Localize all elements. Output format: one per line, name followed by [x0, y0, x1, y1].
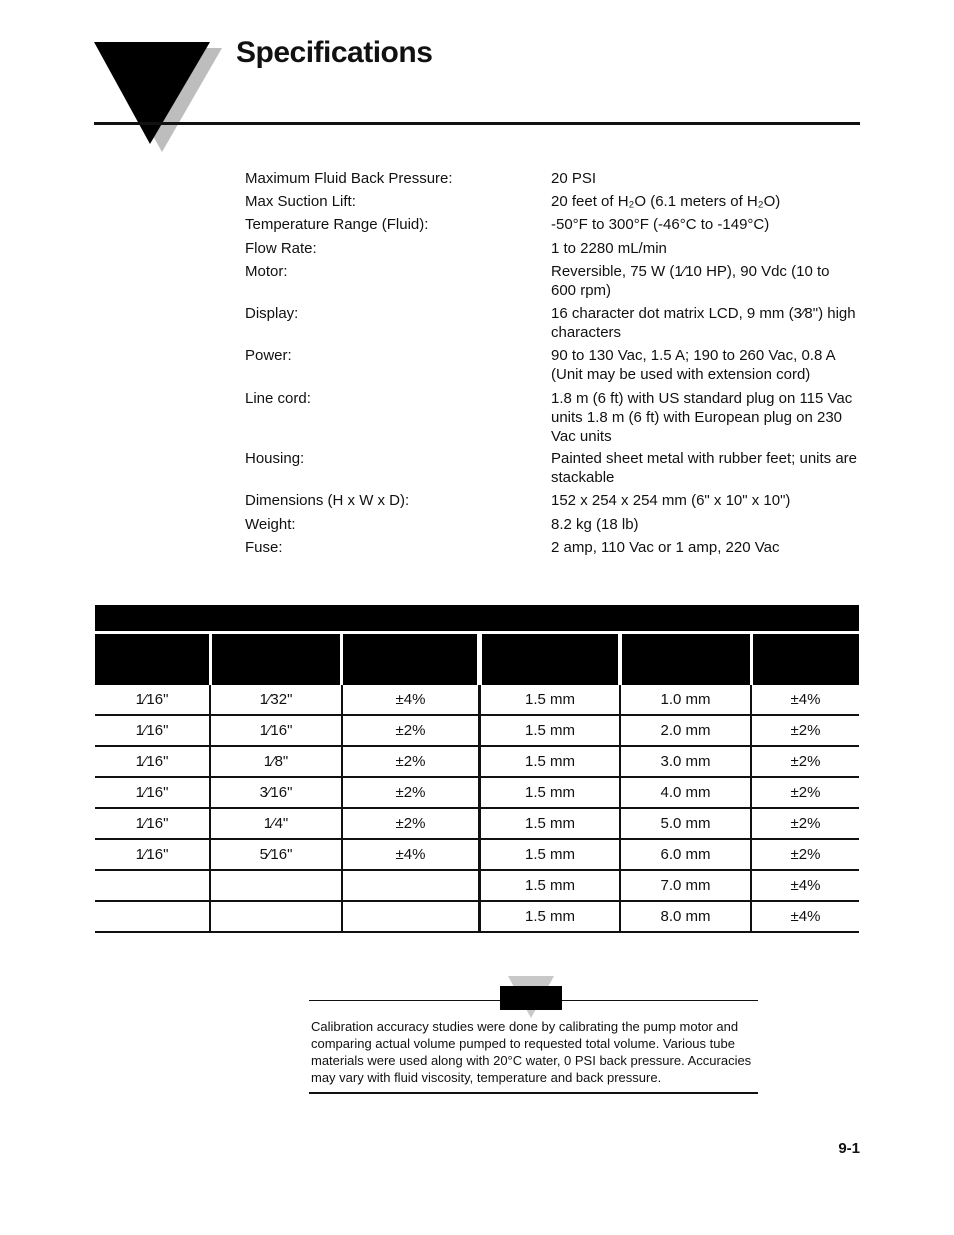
- note-bottom-rule: [309, 1092, 758, 1094]
- chapter-triangle-logo: [92, 40, 222, 152]
- table-row: [95, 902, 859, 933]
- table-cell: [343, 871, 478, 900]
- spec-value: 152 x 254 x 254 mm (6" x 10" x 10"): [551, 492, 791, 509]
- table-cell: 1⁄16": [135, 753, 169, 770]
- table-cell: [95, 902, 209, 931]
- table-header-cell: [95, 634, 209, 685]
- table-header-cell: [343, 634, 477, 685]
- table-cell: 1.5 mm: [524, 722, 575, 739]
- table-row: [95, 685, 859, 716]
- table-cell: ±2%: [790, 846, 821, 863]
- table-cell: 5.0 mm: [660, 815, 711, 832]
- table-cell: 1⁄16": [135, 815, 169, 832]
- spec-label: Dimensions (H x W x D):: [245, 492, 410, 509]
- table-cell: ±4%: [790, 877, 821, 894]
- table-cell: ±2%: [790, 722, 821, 739]
- spec-value: Reversible, 75 W (1⁄10 HP), 90 Vdc (10 to 600 rpm): [551, 263, 830, 299]
- table-cell: ±4%: [790, 908, 821, 925]
- table-cell: 6.0 mm: [660, 846, 711, 863]
- table-row: [95, 747, 859, 778]
- spec-label: Fuse:: [245, 539, 283, 556]
- table-title-bar: [95, 605, 859, 631]
- table-cell: 1.0 mm: [660, 691, 711, 708]
- table-row: [95, 840, 859, 871]
- spec-value: -50°F to 300°F (-46°C to -149°C): [551, 216, 770, 233]
- table-cell: 3.0 mm: [660, 753, 711, 770]
- note-tab: [500, 986, 562, 1010]
- table-cell: 1.5 mm: [524, 753, 575, 770]
- table-cell: [95, 871, 209, 900]
- note-text: Calibration accuracy studies were done by calibrating the pump motor and comparing actual volume pumped to requested total volume. Various tube materials were used along with 20°C water, 0 PSI back pressure. Accuracies may vary with fluid viscosity, temperature and back pressure.: [311, 1019, 752, 1085]
- table-row: [95, 716, 859, 747]
- spec-label: Housing:: [245, 450, 305, 467]
- table-cell: [211, 871, 341, 900]
- page-number: 9-1: [838, 1140, 860, 1157]
- table-header: [95, 634, 859, 685]
- table-cell: ±4%: [395, 846, 426, 863]
- table-cell: 1⁄16": [135, 846, 169, 863]
- table-cell: 1.5 mm: [524, 846, 575, 863]
- table-cell: 1⁄4": [263, 815, 289, 832]
- spec-value: 16 character dot matrix LCD, 9 mm (3⁄8") high characters: [551, 305, 856, 341]
- spec-value: 1.8 m (6 ft) with US standard plug on 115 Vac units 1.8 m (6 ft) with European plug on 230 Vac units: [551, 390, 853, 445]
- spec-label: Motor:: [245, 263, 288, 280]
- table-row: [95, 778, 859, 809]
- table-cell: [343, 902, 478, 931]
- table-cell: ±2%: [790, 815, 821, 832]
- spec-label: Display:: [245, 305, 299, 322]
- spec-label: Temperature Range (Fluid):: [245, 216, 429, 233]
- spec-value: 90 to 130 Vac, 1.5 A; 190 to 260 Vac, 0.8 A (Unit may be used with extension cord): [551, 347, 835, 383]
- spec-label: Weight:: [245, 516, 296, 533]
- table-cell: 8.0 mm: [660, 908, 711, 925]
- table-header-cell: [212, 634, 340, 685]
- spec-value: Painted sheet metal with rubber feet; units are stackable: [551, 450, 858, 486]
- table-cell: 1⁄16": [259, 722, 293, 739]
- table-row: [95, 871, 859, 902]
- table-cell: 3⁄16": [259, 784, 293, 801]
- spec-value: 2 amp, 110 Vac or 1 amp, 220 Vac: [551, 539, 780, 556]
- spec-value: 1 to 2280 mL/min: [551, 240, 667, 257]
- table-cell: ±2%: [395, 753, 426, 770]
- table-cell: ±2%: [790, 753, 821, 770]
- spec-label: Flow Rate:: [245, 240, 317, 257]
- header-rule: [94, 122, 860, 125]
- table-header-cell: [482, 634, 618, 685]
- table-cell: 1⁄16": [135, 784, 169, 801]
- table-cell: 1.5 mm: [524, 877, 575, 894]
- spec-label: Line cord:: [245, 390, 311, 407]
- spec-label: Power:: [245, 347, 292, 364]
- table-cell: ±4%: [395, 691, 426, 708]
- table-cell: ±2%: [395, 784, 426, 801]
- table-row: [95, 809, 859, 840]
- table-cell: 1⁄32": [259, 691, 293, 708]
- spec-value: 8.2 kg (18 lb): [551, 516, 639, 533]
- table-cell: ±2%: [395, 815, 426, 832]
- table-cell: 7.0 mm: [660, 877, 711, 894]
- table-cell: 1.5 mm: [524, 815, 575, 832]
- table-cell: 2.0 mm: [660, 722, 711, 739]
- table-cell: ±4%: [790, 691, 821, 708]
- spec-value: 20 feet of H₂O (6.1 meters of H₂O): [551, 193, 781, 210]
- spec-label: Max Suction Lift:: [245, 193, 356, 210]
- table-cell: 5⁄16": [259, 846, 293, 863]
- table-cell: 1.5 mm: [524, 908, 575, 925]
- table-cell: 1.5 mm: [524, 691, 575, 708]
- page-title: Specifications: [236, 36, 433, 69]
- table-cell: 1.5 mm: [524, 784, 575, 801]
- table-cell: 1⁄16": [135, 691, 169, 708]
- table-cell: 4.0 mm: [660, 784, 711, 801]
- spec-value: 20 PSI: [551, 170, 597, 187]
- table-cell: ±2%: [790, 784, 821, 801]
- table-header-cell: [622, 634, 750, 685]
- table-cell: [211, 902, 341, 931]
- table-cell: 1⁄16": [135, 722, 169, 739]
- spec-label: Maximum Fluid Back Pressure:: [245, 170, 453, 187]
- table-cell: ±2%: [395, 722, 426, 739]
- table-header-cell: [753, 634, 859, 685]
- table-cell: 1⁄8": [263, 753, 289, 770]
